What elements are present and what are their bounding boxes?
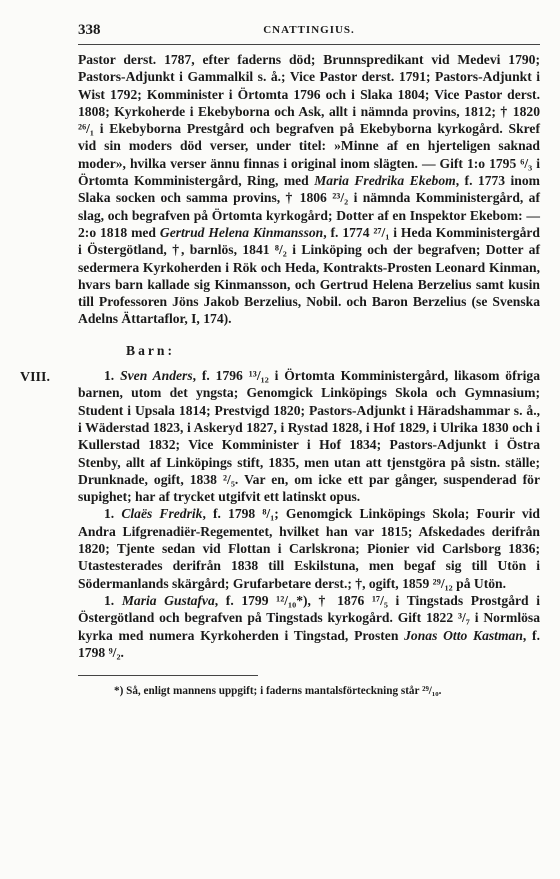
footnote: *) Så, enligt mannens uppgift; i faderns mantalsförteckning står ²⁹/₁₀.: [114, 685, 442, 698]
spouse-name-3: Jonas Otto Kastman: [404, 627, 523, 643]
spouse-name-1: Maria Fredrika Ekebom: [314, 173, 456, 189]
child-entry-2: 1. Claës Fredrik, f. 1798 ⁸/₁; Genomgick Linköpings Skola; Fourir vid Andra Lifgrenadiër-Regementet, hvilket han var 1815; Afskedades derifrån 1820; Tjente sedan vid Flottan i Carlskrona; Pionier vid Carlsborg 1836; Utastesterades derifrån 1838 till Eskilstuna, men begaf sig till Utön i Södermanlands skärgård; Grufarbetare derst.; †, ogift, 1859 ²⁹/₁₂ på Utön.: [78, 506, 540, 591]
page-number: 338: [78, 22, 101, 38]
child-name-2: Claës Fredrik: [121, 506, 203, 522]
child-name-1: Sven Anders: [120, 368, 193, 384]
child-entry-1: VIII. 1. Sven Anders, f. 1796 ¹³/₁₂ i Örtomta Komministergård, likasom öfriga barnen, utom det yngsta; Genomgick Linköpings Skola och Gymnasium; Student i Upsala 1814; Prestvigd 1820; Pastors-Adjunkt i Häradshammar s. å., i Wäderstad 1823, i Askeryd 1827, i Rystad 1828, i Hof 1829, i Ulrika 1830 och i Kullerstad 1832; Vice Komminister i Hof 1834; Pastors-Adjunkt i Östra Stenby, allt af Linköpings stift, 1835, men utan att tjenstgöra på sistn. ställe; Drunknade, ogift, 1838 ²/₅. Var en, om icke ett par gånger, suspenderad för supighet; har af trycket utgifvit ett latinskt opus.: [20, 368, 540, 505]
running-title: CNATTINGIUS.: [263, 24, 355, 36]
body-text: [20, 51, 540, 661]
child-name-3: Maria Gustafva: [121, 592, 215, 608]
paragraph-intro: Pastor derst. 1787, efter faderns död; Brunnspredikant vid Medevi 1790; Pastors-Adjunkt i Gammalkil s. å.; Vice Pastor derst. 1791; Pastors-Adjunkt i Wist 1792; Komminister i Örtomta 1796 och i Slaka 1804; Vice Pastor derst. 1808; Kyrkoherde i Ekebyborna och Ask, allt i nämnda provins, 1812; † 1820 ²⁶/₁ i Ekebyborna Prestgård och begrafven på Ekebyborna kyrkogård. Skref vid sin moders död verser, under titel: »Minne af en hjerteligen saknad moder», hvilka verser ännu finnas i original inom slägten. — Gift 1:o 1795 ⁶/₃ i Örtomta Komministergård, Ring, med Maria Fredrika Ekebom, f. 1773 inom Slaka socken och samma provins, † 1806 ²³/₂ i nämnda Komministergård, af slag, och begrafven på Örtomta kyrkogård; Dotter af en Inspektor Ekebom: — 2:o 1818 med Gertrud Helena Kinmansson, f. 1774 ²⁷/₁ i Heda Komministergård i Östergötland, †, barnlös, 1841 ⁸/₂ i Linköping och der begrafven; Dotter af sedermera Kyrkoherden i Rök och Heda, Kontrakts-Prosten Leonard Kinman, hvars barn kallade sig Kinmansson, och Gertrud Helena Berzelius samt kusin till Professoren Jöns Jakob Berzelius, Nobil. och Baron Berzelius (se Svenska Adelns Ättartaflor, I, 174).: [78, 52, 540, 327]
children-heading: Barn:: [126, 342, 175, 358]
spouse-name-2: Gertrud Helena Kinmansson: [159, 224, 324, 240]
page-header: [78, 22, 540, 45]
document-page: [20, 22, 540, 698]
generation-marker: VIII.: [20, 370, 50, 386]
footnote-rule: [78, 675, 258, 676]
child-entry-3: 1. Maria Gustafva, f. 1799 ¹²/₁₀*), † 1876 ¹⁷/₅ i Tingstads Prostgård i Östergötland och begrafven på Tingstads kyrkogård. Gift 1822 ³/₇ i Normlösa kyrka med numera Kyrkoherden i Tingstad, Prosten Jonas Otto Kastman, f. 1798 ⁹/₂.: [78, 592, 540, 660]
